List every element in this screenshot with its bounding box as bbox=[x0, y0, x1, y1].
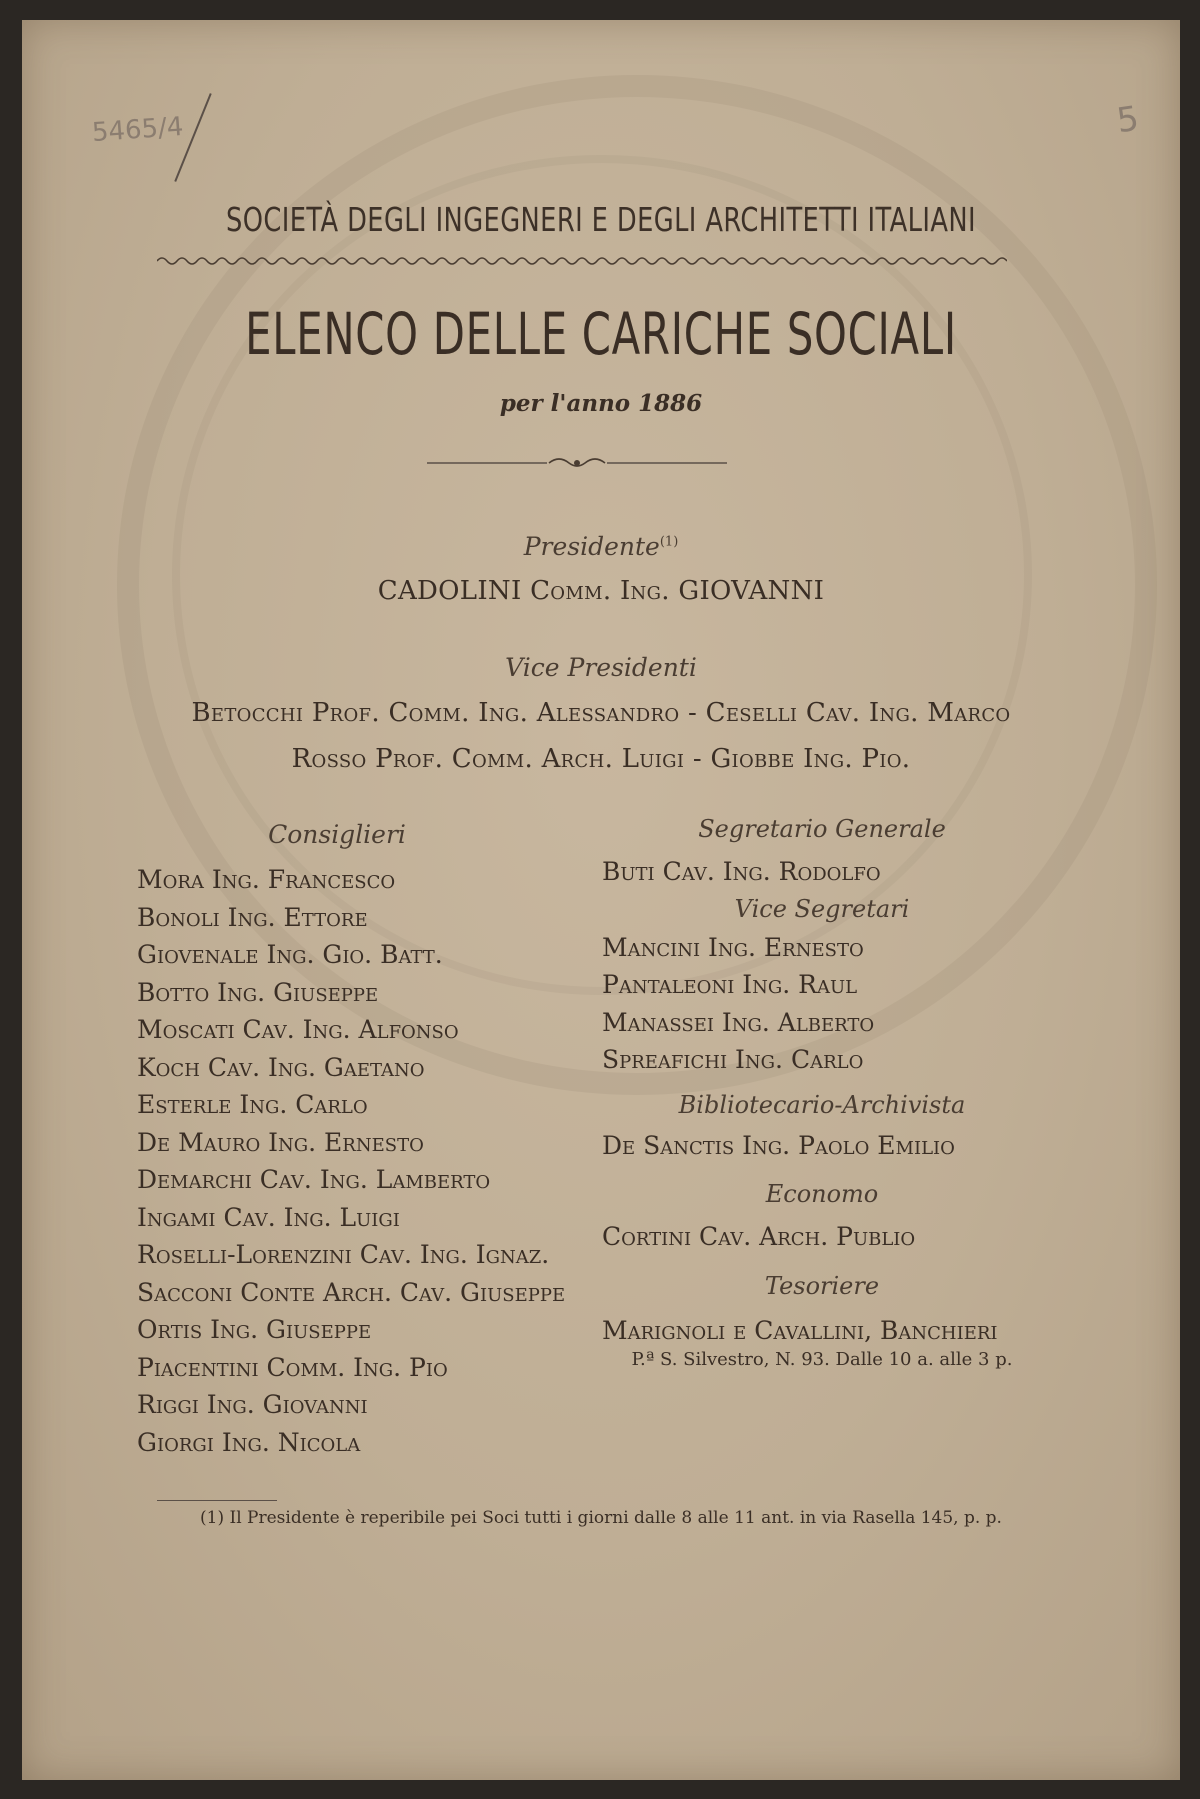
secretary-general-role: Segretario Generale bbox=[698, 815, 946, 843]
footnote: (1) Il Presidente è reperibile pei Soci tutti i giorni dalle 8 alle 11 ant. in via Rasella 145, p. p. bbox=[200, 1508, 1002, 1528]
document-title: ELENCO DELLE CARICHE SOCIALI bbox=[245, 300, 957, 368]
list-item: De Mauro Ing. Ernesto bbox=[137, 1127, 424, 1157]
librarian-name: De Sanctis Ing. Paolo Emilio bbox=[602, 1130, 955, 1160]
secretary-general-name: Buti Cav. Ing. Rodolfo bbox=[602, 857, 881, 886]
list-item: Mancini Ing. Ernesto bbox=[602, 932, 864, 962]
society-heading: SOCIETÀ DEGLI INGEGNERI E DEGLI ARCHITETTI ITALIANI bbox=[226, 200, 976, 239]
archive-mark bbox=[91, 112, 184, 148]
document-page bbox=[22, 20, 1180, 1780]
vice-presidents-role: Vice Presidenti bbox=[505, 653, 697, 682]
list-item: Mora Ing. Francesco bbox=[137, 865, 396, 894]
vice-secretaries-role: Vice Segretari bbox=[734, 894, 910, 923]
officers-column bbox=[602, 815, 1042, 1370]
librarian-role: Bibliotecario-Archivista bbox=[678, 1090, 966, 1119]
treasurer-name: Marignoli e Cavallini, Banchieri bbox=[602, 1315, 998, 1345]
president-name: CADOLINI Comm. Ing. GIOVANNI bbox=[377, 576, 825, 606]
list-item: Pantaleoni Ing. Raul bbox=[602, 970, 858, 999]
archive-suffix: /4 bbox=[157, 111, 185, 144]
list-item: Demarchi Cav. Ing. Lamberto bbox=[137, 1165, 491, 1194]
list-item: Sacconi Conte Arch. Cav. Giuseppe bbox=[137, 1277, 566, 1307]
wavy-rule bbox=[157, 254, 1007, 268]
list-item: Giorgi Ing. Nicola bbox=[137, 1427, 361, 1457]
list-item: Spreafichi Ing. Carlo bbox=[602, 1045, 864, 1074]
councillors-role: Consiglieri bbox=[268, 820, 406, 849]
list-item: Bonoli Ing. Ettore bbox=[137, 902, 368, 932]
list-item: Manassei Ing. Alberto bbox=[602, 1007, 875, 1037]
page-number: 5 bbox=[1114, 98, 1142, 142]
economo-name: Cortini Cav. Arch. Publio bbox=[602, 1222, 916, 1251]
list-item: Giovenale Ing. Gio. Batt. bbox=[137, 940, 443, 969]
president-role-label: Presidente bbox=[523, 532, 660, 561]
vice-presidents-line-1: Betocchi Prof. Comm. Ing. Alessandro - Ceselli Cav. Ing. Marco bbox=[191, 698, 1011, 728]
list-item: Botto Ing. Giuseppe bbox=[137, 977, 379, 1007]
president-role bbox=[22, 532, 1180, 561]
list-item: Ingami Cav. Ing. Luigi bbox=[137, 1202, 400, 1232]
list-item: Moscati Cav. Ing. Alfonso bbox=[137, 1015, 459, 1044]
list-item: Ortis Ing. Giuseppe bbox=[137, 1315, 372, 1344]
treasurer-address: P.ª S. Silvestro, N. 93. Dalle 10 a. alle 3 p. bbox=[631, 1349, 1013, 1370]
list-item: Riggi Ing. Giovanni bbox=[137, 1390, 368, 1419]
archive-number: 5465 bbox=[91, 113, 160, 149]
list-item: Roselli-Lorenzini Cav. Ing. Ignaz. bbox=[137, 1240, 550, 1269]
councillors-column bbox=[137, 820, 607, 1461]
list-item: Piacentini Comm. Ing. Pio bbox=[137, 1352, 448, 1382]
economo-role: Economo bbox=[765, 1180, 879, 1208]
treasurer-role: Tesoriere bbox=[764, 1271, 880, 1300]
president-footnote-ref: (1) bbox=[659, 534, 679, 550]
ornament-divider bbox=[427, 455, 727, 471]
list-item: Esterle Ing. Carlo bbox=[137, 1090, 368, 1119]
vice-presidents-line-2: Rosso Prof. Comm. Arch. Luigi - Giobbe Ing. Pio. bbox=[291, 744, 911, 774]
footnote-rule bbox=[157, 1500, 277, 1501]
year-subtitle: per l'anno 1886 bbox=[499, 390, 703, 417]
list-item: Koch Cav. Ing. Gaetano bbox=[137, 1052, 425, 1082]
